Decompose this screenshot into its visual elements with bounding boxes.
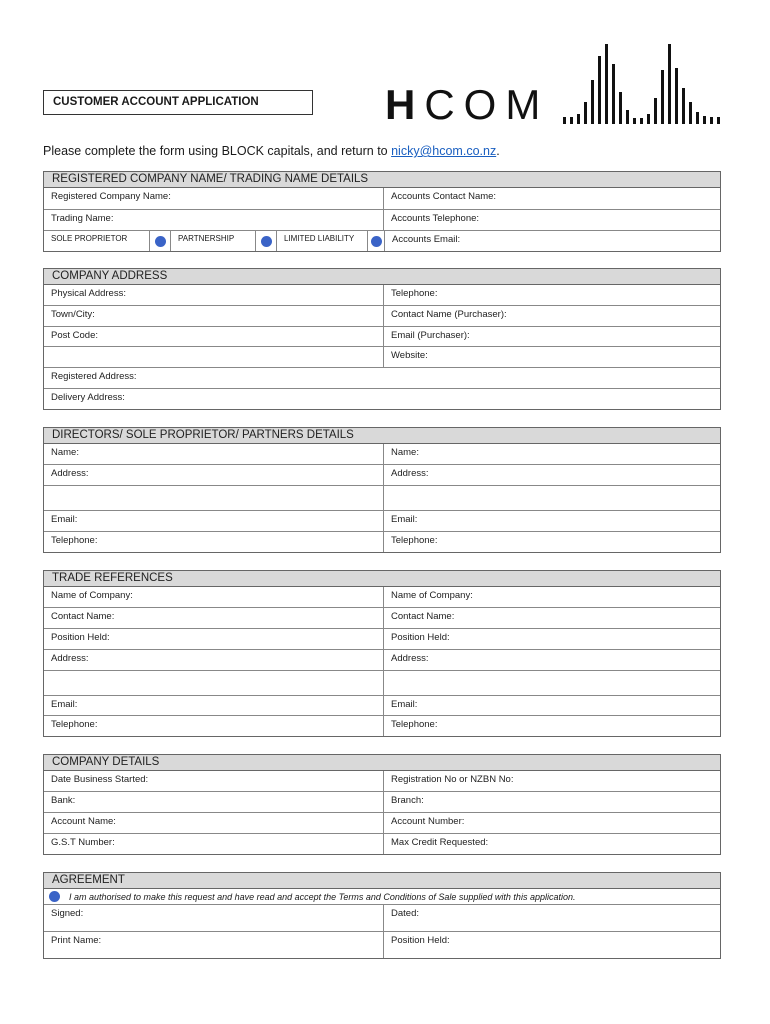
ref-1-email-field[interactable]: Email:: [44, 696, 384, 715]
ref-1-address-line-2[interactable]: [44, 671, 384, 695]
director-2-address-field[interactable]: Address:: [391, 468, 429, 479]
section-heading: COMPANY ADDRESS: [44, 269, 720, 285]
section-heading: TRADE REFERENCES: [44, 571, 720, 587]
form-row: [44, 813, 720, 834]
form-row: [44, 511, 720, 532]
registration-number-field[interactable]: Registration No or NZBN No:: [391, 774, 514, 785]
form-row: [44, 210, 720, 231]
section-agreement: [43, 872, 721, 959]
form-title: CUSTOMER ACCOUNT APPLICATION: [43, 90, 313, 115]
ref-1-address-field[interactable]: Address:: [44, 650, 384, 670]
entity-type-options: [44, 231, 385, 251]
section-heading: DIRECTORS/ SOLE PROPRIETOR/ PARTNERS DETAILS: [44, 428, 720, 444]
director-1-address-line-2[interactable]: [44, 486, 384, 510]
logo-wordmark: [385, 82, 549, 128]
director-2-telephone-field[interactable]: Telephone:: [391, 535, 438, 546]
date-business-started-field[interactable]: Date Business Started:: [44, 771, 384, 791]
form-row: [44, 629, 720, 650]
hcom-logo: [385, 40, 725, 128]
form-row: [44, 716, 720, 736]
director-2-email-field[interactable]: Email:: [391, 514, 418, 525]
website-field[interactable]: Website:: [391, 350, 428, 361]
gst-number-field[interactable]: G.S.T Number:: [44, 834, 384, 854]
bank-field[interactable]: Bank:: [44, 792, 384, 812]
form-row: [44, 532, 720, 552]
branch-field[interactable]: Branch:: [391, 795, 424, 806]
form-row: [44, 368, 720, 389]
print-name-field[interactable]: Print Name:: [44, 932, 384, 958]
telephone-field[interactable]: Telephone:: [391, 288, 438, 299]
intro-text: [43, 144, 500, 158]
ref-1-contact-field[interactable]: Contact Name:: [44, 608, 384, 628]
form-row: [44, 347, 720, 368]
form-row: [44, 696, 720, 716]
max-credit-field[interactable]: Max Credit Requested:: [391, 837, 489, 848]
form-row: [44, 650, 720, 671]
limited-liability-radio[interactable]: [367, 231, 384, 251]
delivery-address-field[interactable]: Delivery Address:: [51, 392, 125, 403]
signed-field[interactable]: Signed:: [44, 905, 384, 931]
ref-1-company-field[interactable]: Name of Company:: [44, 587, 384, 607]
form-row: [44, 587, 720, 608]
purchaser-contact-name-field[interactable]: Contact Name (Purchaser):: [391, 309, 507, 320]
radio-circle-icon: [371, 236, 382, 247]
section-directors: [43, 427, 721, 553]
ref-2-telephone-field[interactable]: Telephone:: [391, 719, 438, 730]
form-row: [44, 792, 720, 813]
ref-2-position-field[interactable]: Position Held:: [391, 632, 450, 643]
form-row: [44, 486, 720, 511]
purchaser-email-field[interactable]: Email (Purchaser):: [391, 330, 470, 341]
account-name-field[interactable]: Account Name:: [44, 813, 384, 833]
form-row: [44, 306, 720, 327]
contact-email-link[interactable]: nicky@hcom.co.nz: [391, 144, 497, 158]
form-row: [44, 671, 720, 696]
form-row: [44, 285, 720, 306]
accounts-telephone-field[interactable]: Accounts Telephone:: [391, 213, 480, 224]
form-row: [44, 327, 720, 347]
trading-name-field[interactable]: Trading Name:: [44, 210, 384, 230]
section-heading: AGREEMENT: [44, 873, 720, 889]
form-row: [44, 444, 720, 465]
section-registered-company: [43, 171, 721, 252]
ref-2-email-field[interactable]: Email:: [391, 699, 418, 710]
form-row: [44, 465, 720, 486]
logo-letters-com: COM: [424, 81, 550, 128]
agreement-radio-icon[interactable]: [49, 891, 60, 902]
section-heading: COMPANY DETAILS: [44, 755, 720, 771]
section-company-details: [43, 754, 721, 855]
signer-position-field[interactable]: Position Held:: [391, 935, 450, 946]
ref-2-address-field[interactable]: Address:: [391, 653, 429, 664]
accounts-email-field[interactable]: Accounts Email:: [392, 234, 461, 245]
address-continued-field[interactable]: [44, 347, 384, 367]
director-2-name-field[interactable]: Name:: [391, 447, 419, 458]
form-row: [44, 932, 720, 958]
radio-circle-icon: [261, 236, 272, 247]
ref-1-position-field[interactable]: Position Held:: [44, 629, 384, 649]
form-row: [44, 389, 720, 409]
ref-2-contact-field[interactable]: Contact Name:: [391, 611, 455, 622]
form-row: [44, 905, 720, 932]
director-1-email-field[interactable]: Email:: [44, 511, 384, 531]
ref-1-telephone-field[interactable]: Telephone:: [44, 716, 384, 736]
form-row: [44, 771, 720, 792]
form-row: [44, 608, 720, 629]
form-row: [44, 231, 720, 251]
director-2-address-line-2[interactable]: [384, 486, 720, 510]
form-row: [44, 188, 720, 210]
radio-circle-icon: [155, 236, 166, 247]
account-number-field[interactable]: Account Number:: [391, 816, 465, 827]
section-company-address: [43, 268, 721, 410]
accounts-contact-name-field[interactable]: Accounts Contact Name:: [391, 191, 497, 202]
intro-message: Please complete the form using BLOCK capitals, and return to: [43, 144, 392, 158]
post-code-field[interactable]: Post Code:: [44, 327, 384, 346]
section-trade-references: [43, 570, 721, 737]
section-heading: REGISTERED COMPANY NAME/ TRADING NAME DETAILS: [44, 172, 720, 188]
option-limited-liability-label: LIMITED LIABILITY: [284, 234, 355, 243]
sole-proprietor-radio[interactable]: [149, 231, 171, 251]
logo-letter-h: H: [385, 81, 425, 128]
agreement-statement: I am authorised to make this request and have read and accept the Terms and Conditions of Sale supplied with this application.: [69, 891, 576, 902]
agreement-statement-row: [44, 889, 720, 905]
physical-address-field[interactable]: Physical Address:: [44, 285, 384, 305]
logo-bars-icon: [563, 40, 723, 126]
director-1-address-field[interactable]: Address:: [44, 465, 384, 485]
registered-company-name-field[interactable]: Registered Company Name:: [44, 188, 384, 209]
option-partnership-label: PARTNERSHIP: [178, 234, 235, 243]
dated-field[interactable]: Dated:: [391, 908, 419, 919]
director-1-telephone-field[interactable]: Telephone:: [44, 532, 384, 552]
form-row: [44, 834, 720, 854]
ref-2-address-line-2[interactable]: [384, 671, 720, 695]
registered-address-field[interactable]: Registered Address:: [51, 371, 137, 382]
town-city-field[interactable]: Town/City:: [44, 306, 384, 326]
ref-2-company-field[interactable]: Name of Company:: [391, 590, 473, 601]
intro-period: .: [496, 144, 500, 158]
partnership-radio[interactable]: [255, 231, 277, 251]
option-sole-proprietor-label: SOLE PROPRIETOR: [51, 234, 128, 243]
director-1-name-field[interactable]: Name:: [44, 444, 384, 464]
